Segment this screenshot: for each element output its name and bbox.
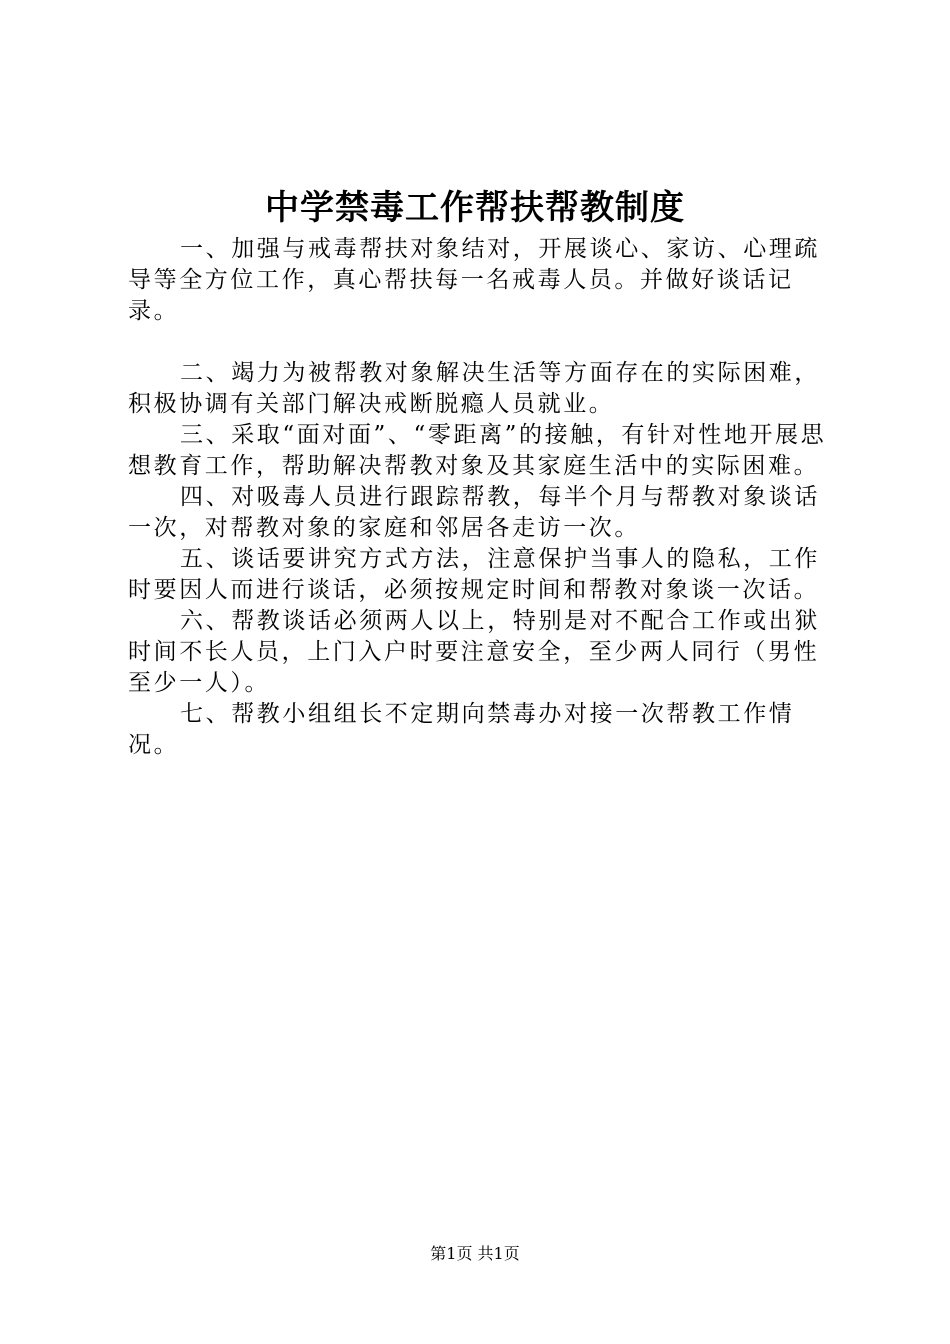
document-title: 中学禁毒工作帮扶帮教制度: [265, 188, 685, 228]
paragraph-6: 六、帮教谈话必须两人以上，特别是对不配合工作或出狱时间不长人员，上门入户时要注意安全，至少两人同行（男性至少一人）。: [128, 608, 820, 696]
paragraph-3: 三、采取“面对面”、“零距离”的接触，有针对性地开展思想教育工作，帮助解决帮教对象及其家庭生活中的实际困难。: [128, 422, 827, 479]
document-body: [128, 234, 832, 761]
page-footer: 第1页 共1页: [430, 1244, 520, 1263]
paragraph-2: 二、竭力为被帮教对象解决生活等方面存在的实际困难，积极协调有关部门解决戒断脱瘾人员就业。: [128, 360, 820, 417]
paragraph-1: 一、加强与戒毒帮扶对象结对，开展谈心、家访、心理疏导等全方位工作，真心帮扶每一名戒毒人员。并做好谈话记录。: [128, 236, 820, 324]
paragraph-7: 七、帮教小组组长不定期向禁毒办对接一次帮教工作情况。: [128, 701, 795, 758]
paragraph-4: 四、对吸毒人员进行跟踪帮教，每半个月与帮教对象谈话一次，对帮教对象的家庭和邻居各走访一次。: [128, 484, 820, 541]
paragraph-5: 五、谈话要讲究方式方法，注意保护当事人的隐私，工作时要因人而进行谈话，必须按规定时间和帮教对象谈一次话。: [128, 546, 820, 603]
